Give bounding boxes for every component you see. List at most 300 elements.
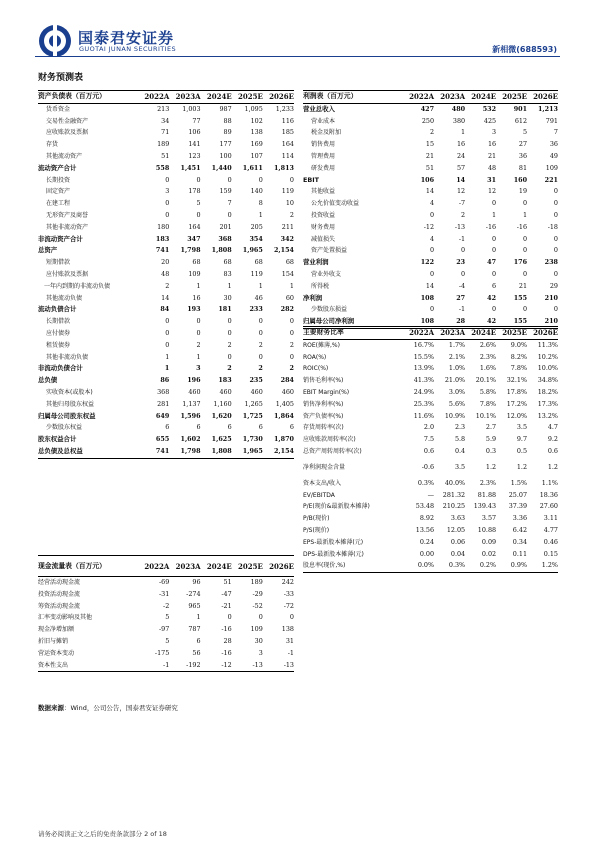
cell-value: -16 xyxy=(485,222,497,231)
cell-value: 169 xyxy=(250,140,263,149)
cell-value: 18.36 xyxy=(539,490,558,499)
cell-value: 7 xyxy=(553,128,558,137)
table-row xyxy=(38,577,294,589)
row-label: 公允价值变动收益 xyxy=(311,200,360,208)
cell-value: -1 xyxy=(163,660,170,669)
cell-value: 0 xyxy=(227,328,232,337)
cell-value: 119 xyxy=(281,187,294,196)
cell-value: 25.3% xyxy=(413,399,435,408)
cell-value: 0 xyxy=(429,210,435,219)
table-row xyxy=(303,151,558,163)
table-row xyxy=(38,434,294,446)
cell-value: 68 xyxy=(254,258,263,267)
cell-value: 0 xyxy=(196,317,201,326)
cell-value: 10.0% xyxy=(537,364,558,373)
cell-value: 0 xyxy=(258,328,263,337)
cell-value: 89 xyxy=(223,128,232,137)
cell-value: 6 xyxy=(289,423,294,432)
table-row xyxy=(38,387,294,399)
cell-value: 425 xyxy=(483,116,497,125)
cell-value: 30 xyxy=(254,636,263,645)
cell-value: 177 xyxy=(219,140,232,149)
row-label: EBIT xyxy=(303,175,319,184)
row-label: 总资产周转周转率(次) xyxy=(303,447,362,455)
row-label: 资本性支出 xyxy=(38,661,69,669)
row-label: 应付债券 xyxy=(46,329,71,337)
cell-value: 0.9% xyxy=(510,561,528,570)
row-label: 少数股东权益 xyxy=(46,424,83,432)
cell-value: -18 xyxy=(547,222,558,231)
cell-value: 2 xyxy=(227,364,232,373)
table-row xyxy=(303,513,558,525)
cell-value: 1,965 xyxy=(242,246,263,255)
row-label: DPS-最新股本摊薄(元) xyxy=(303,550,364,558)
table-row xyxy=(38,151,294,163)
table-row xyxy=(303,281,558,293)
cell-value: 21 xyxy=(425,151,435,160)
cell-value: 1.5% xyxy=(510,478,528,487)
cell-value: 107 xyxy=(250,151,263,160)
cell-value: 48 xyxy=(487,163,497,172)
cell-value: 1.2% xyxy=(541,561,558,570)
cell-value: 140 xyxy=(250,187,263,196)
cell-value: 160 xyxy=(513,175,528,184)
table-row xyxy=(303,257,558,269)
cell-value: 1.0% xyxy=(448,364,466,373)
row-label: 营业外收支 xyxy=(311,270,342,278)
cell-value: 741 xyxy=(155,246,170,255)
cell-value: 31 xyxy=(487,175,497,184)
table-row xyxy=(303,352,558,364)
row-label: 研发费用 xyxy=(311,164,336,172)
cell-value: 284 xyxy=(280,376,294,385)
cell-value: 1,730 xyxy=(242,435,263,444)
table-row xyxy=(303,116,558,128)
cell-value: 10.9% xyxy=(444,411,466,420)
cell-value: 1,137 xyxy=(182,399,201,408)
cell-value: 0 xyxy=(289,352,294,361)
cell-value: -4 xyxy=(458,281,466,290)
cell-value: 0 xyxy=(492,305,497,314)
table-row xyxy=(38,257,294,269)
table-row xyxy=(303,537,558,549)
cell-value: -33 xyxy=(283,589,294,598)
page-footer: 请务必阅读正文之后的免责条款部分 2 of 18 xyxy=(38,830,167,838)
cell-value: 0.11 xyxy=(512,549,528,558)
cell-value: 5.8% xyxy=(479,387,497,396)
cell-value: -47 xyxy=(221,589,232,598)
cell-value: 9.2 xyxy=(547,435,558,444)
cell-value: 460 xyxy=(281,387,294,396)
cell-value: 31 xyxy=(285,636,294,645)
cell-value: 3.5 xyxy=(516,423,528,432)
table-row xyxy=(303,446,558,458)
cell-value: 40.0% xyxy=(444,478,466,487)
cell-value: 3 xyxy=(258,648,263,657)
cell-value: 36 xyxy=(518,151,528,160)
cell-value: 6.42 xyxy=(512,525,528,534)
cell-value: 2.3% xyxy=(479,478,497,487)
row-label: 营业成本 xyxy=(311,117,336,125)
cell-value: 7.8% xyxy=(510,364,528,373)
cell-value: 189 xyxy=(157,140,170,149)
cell-value: 2 xyxy=(289,340,294,349)
table-row xyxy=(303,525,558,537)
row-label: 长期借款 xyxy=(46,318,71,326)
cell-value: 10 xyxy=(285,199,294,208)
cell-value: 0 xyxy=(461,269,466,278)
cell-value: 0 xyxy=(165,175,170,184)
cell-value: 1.1% xyxy=(541,478,558,487)
table-row xyxy=(38,316,294,328)
cell-value: 42 xyxy=(487,293,497,302)
cell-value: 987 xyxy=(219,104,232,113)
cell-value: 21.0% xyxy=(444,376,466,385)
table-row xyxy=(303,549,558,561)
cell-value: 53.48 xyxy=(415,502,435,511)
cell-value: 5 xyxy=(165,613,170,622)
cell-value: 21 xyxy=(518,281,528,290)
cell-value: 5.6% xyxy=(448,399,466,408)
cell-value: 0 xyxy=(196,175,201,184)
cell-value: 1.2 xyxy=(485,462,497,471)
cell-value: -16 xyxy=(221,648,232,657)
cell-value: 2 xyxy=(165,281,170,290)
table-row xyxy=(303,269,558,281)
table-row xyxy=(303,399,558,411)
balance-sheet-table xyxy=(38,90,294,459)
cell-value: 480 xyxy=(451,104,466,113)
cell-value: -175 xyxy=(154,648,170,657)
cell-value: 1,003 xyxy=(182,104,201,113)
cell-value: 6 xyxy=(196,423,201,432)
row-label: 其他流动资产 xyxy=(46,152,83,160)
cell-value: 13.2% xyxy=(537,411,558,420)
cell-value: 5 xyxy=(165,636,170,645)
cell-value: 2 xyxy=(196,340,201,349)
cell-value: 201 xyxy=(219,222,232,231)
row-label: 应收账款周转率(次) xyxy=(303,436,356,444)
row-label: 现金净增加额 xyxy=(38,626,75,634)
cell-value: 4.7 xyxy=(547,423,558,432)
cell-value: 3.0% xyxy=(448,387,466,396)
table-row xyxy=(303,411,558,423)
row-label: 流动负债合计 xyxy=(38,305,77,314)
cell-value: 210 xyxy=(544,317,558,326)
cell-value: 1,870 xyxy=(273,435,294,444)
year-header: 2023A xyxy=(175,92,201,101)
cell-value: 12.05 xyxy=(446,525,466,534)
cell-value: 5 xyxy=(522,128,528,137)
cell-value: -12 xyxy=(423,222,435,231)
cell-value: 180 xyxy=(157,222,170,231)
cell-value: 9.7 xyxy=(516,435,528,444)
cell-value: 178 xyxy=(188,187,201,196)
cell-value: 122 xyxy=(420,258,435,267)
table-row xyxy=(38,269,294,281)
cell-value: -31 xyxy=(158,589,170,598)
table-row xyxy=(38,660,294,672)
table-row xyxy=(303,490,558,502)
table-row xyxy=(38,375,294,387)
cell-value: 0.6 xyxy=(423,446,435,455)
cell-value: 0.2% xyxy=(479,561,497,570)
year-header: 2026E xyxy=(269,561,294,571)
table-row xyxy=(303,478,558,490)
cell-value: 109 xyxy=(545,163,558,172)
row-label: 其他收益 xyxy=(311,188,336,196)
row-label: 股息率(现价,%) xyxy=(303,562,346,570)
cell-value: 14 xyxy=(425,187,435,196)
table-row xyxy=(38,411,294,423)
cell-value: 25.07 xyxy=(508,490,528,499)
cell-value: 51 xyxy=(425,163,435,172)
cell-value: 0.3% xyxy=(417,478,435,487)
logo-text-en: GUOTAI JUNAN SECURITIES xyxy=(79,45,177,53)
data-source-text: ：Wind，公司公告，国泰君安证券研究 xyxy=(64,704,178,712)
row-label: 总负债 xyxy=(38,376,58,385)
cell-value: 0 xyxy=(258,613,263,622)
cell-value: -2 xyxy=(163,601,170,610)
table-row xyxy=(303,293,558,305)
cell-value: 164 xyxy=(281,140,294,149)
cell-value: 0 xyxy=(258,175,263,184)
row-label: P/E(现价&最新股本摊薄) xyxy=(303,503,370,511)
table-row xyxy=(303,175,558,187)
cell-value: 13.56 xyxy=(415,525,435,534)
row-label: 营业总收入 xyxy=(303,104,335,113)
cell-value: -52 xyxy=(252,601,263,610)
year-header: 2024E xyxy=(206,561,232,571)
cell-value: 3.5 xyxy=(454,462,466,471)
cell-value: 1,405 xyxy=(275,399,294,408)
table-row xyxy=(303,501,558,513)
cell-value: 242 xyxy=(281,578,294,586)
cell-value: 6 xyxy=(492,281,497,290)
table-row xyxy=(303,198,558,210)
cell-value: 12 xyxy=(487,187,497,196)
logo-icon xyxy=(38,24,72,58)
cell-value: 0 xyxy=(461,246,466,255)
cell-value: 213 xyxy=(157,104,170,113)
cell-value: 0.6 xyxy=(547,446,558,455)
cell-value: 20 xyxy=(161,258,170,267)
section-title: 财务预测表 xyxy=(38,73,84,83)
cell-value: 88 xyxy=(223,116,232,125)
cell-value: 15 xyxy=(425,140,435,149)
cell-value: 238 xyxy=(544,258,558,267)
year-header: 2025E xyxy=(237,92,263,101)
cell-value: 233 xyxy=(249,305,263,314)
income-statement-table xyxy=(303,90,558,329)
year-header: 2022A xyxy=(409,328,435,337)
table-row xyxy=(303,304,558,316)
row-label: 总负债及总权益 xyxy=(38,446,83,455)
table-row xyxy=(303,139,558,151)
cell-value: 2.3% xyxy=(479,352,497,361)
cell-value: 81.88 xyxy=(477,490,497,499)
cell-value: 56 xyxy=(192,648,201,657)
cell-value: 185 xyxy=(281,128,294,137)
cell-value: 0 xyxy=(492,234,497,243)
cash-flow-table xyxy=(38,555,294,672)
row-label: 归属母公司净利润 xyxy=(303,317,355,326)
cell-value: -274 xyxy=(186,589,201,598)
cell-value: 1,440 xyxy=(211,163,232,172)
cell-value: 1,160 xyxy=(213,399,232,408)
cell-value: 1,265 xyxy=(244,399,263,408)
key-ratios-table xyxy=(303,326,558,573)
row-label: 存货周转率(次) xyxy=(303,424,344,432)
cell-value: 32.1% xyxy=(506,376,528,385)
year-header: 2023A xyxy=(440,92,466,101)
row-label: 营业利润 xyxy=(303,258,329,267)
cell-value: 189 xyxy=(250,578,263,586)
cell-value: 23 xyxy=(456,258,466,267)
cell-value: 0 xyxy=(289,613,294,622)
cell-value: -69 xyxy=(158,578,170,586)
cell-value: 0 xyxy=(553,199,558,208)
row-label: 其他流动负债 xyxy=(46,294,83,302)
cell-value: -1 xyxy=(458,234,466,243)
cell-value: 1,451 xyxy=(180,163,201,172)
row-label: 资本支出/收入 xyxy=(303,479,342,487)
cell-value: 2 xyxy=(289,210,294,219)
cell-value: 10.2% xyxy=(537,352,558,361)
cell-value: 2.0 xyxy=(423,423,435,432)
table-row xyxy=(303,458,558,478)
row-label: 交易性金融资产 xyxy=(46,117,89,125)
cell-value: 3 xyxy=(492,128,497,137)
cell-value: 108 xyxy=(420,317,435,326)
cell-value: 42 xyxy=(487,317,497,326)
table-row xyxy=(303,163,558,175)
cell-value: 0.06 xyxy=(450,537,466,546)
row-label: 汇率变动影响及其他 xyxy=(38,614,93,622)
cell-value: 281.32 xyxy=(442,490,466,499)
cell-value: 0.09 xyxy=(481,537,497,546)
cell-value: -192 xyxy=(186,660,201,669)
row-label: 管理费用 xyxy=(311,152,336,160)
table-row xyxy=(38,589,294,601)
row-label: 投资收益 xyxy=(311,211,336,219)
cell-value: 0.15 xyxy=(543,549,558,558)
cell-value: 9.0% xyxy=(510,340,528,349)
cell-value: 282 xyxy=(280,305,294,314)
cell-value: 0 xyxy=(522,246,528,255)
table-row xyxy=(38,116,294,128)
cell-value: 1 xyxy=(492,210,497,219)
row-label: 一年内到期的非流动负债 xyxy=(44,282,111,290)
year-header: 2023A xyxy=(175,561,201,571)
cell-value: 211 xyxy=(281,222,294,231)
cell-value: 41.3% xyxy=(413,376,435,385)
cell-value: 141 xyxy=(188,140,201,149)
cell-value: 2 xyxy=(429,128,435,137)
cell-value: 86 xyxy=(160,376,170,385)
cell-value: -16 xyxy=(516,222,528,231)
cell-value: 354 xyxy=(249,234,263,243)
cell-value: 7.5 xyxy=(423,435,435,444)
cell-value: 1.7% xyxy=(448,340,466,349)
cell-value: 106 xyxy=(420,175,435,184)
cell-value: 1.6% xyxy=(479,364,497,373)
cell-value: 0 xyxy=(553,305,558,314)
cell-value: 27 xyxy=(456,293,466,302)
table-row xyxy=(38,363,294,375)
cell-value: 0 xyxy=(165,340,170,349)
cell-value: 6 xyxy=(258,423,263,432)
year-header: 2024E xyxy=(471,328,497,337)
table-row xyxy=(303,186,558,198)
row-label: 归属母公司股东权益 xyxy=(38,411,96,420)
cell-value: -13 xyxy=(252,660,263,669)
cell-value: 0.24 xyxy=(419,537,435,546)
cell-value: 68 xyxy=(285,258,294,267)
cell-value: 0 xyxy=(165,328,170,337)
table-row xyxy=(303,375,558,387)
cell-value: 155 xyxy=(513,293,528,302)
cell-value: 1.2 xyxy=(547,462,558,471)
table-row xyxy=(38,186,294,198)
cell-value: 116 xyxy=(281,116,294,125)
cell-value: 741 xyxy=(155,446,170,455)
cell-value: 3 xyxy=(165,187,170,196)
row-label: ROE(摊薄,%) xyxy=(303,341,340,349)
table-row xyxy=(38,636,294,648)
cell-value: 460 xyxy=(219,387,232,396)
cell-value: 3.36 xyxy=(512,514,528,523)
cell-value: 0 xyxy=(289,317,294,326)
table-row xyxy=(38,601,294,613)
row-label: 所得税 xyxy=(311,282,330,290)
cell-value: 0 xyxy=(227,352,232,361)
cell-value: 24.9% xyxy=(413,387,435,396)
table-title: 利润表（百万元） xyxy=(303,92,358,100)
table-row xyxy=(38,328,294,340)
table-row xyxy=(38,139,294,151)
cell-value: 1 xyxy=(196,613,201,622)
row-label: 总资产 xyxy=(38,246,58,255)
cell-value: 12 xyxy=(456,187,466,196)
year-header: 2023A xyxy=(440,328,466,337)
row-label: 销售毛利率(%) xyxy=(303,377,344,385)
cell-value: 250 xyxy=(421,116,435,125)
cell-value: 460 xyxy=(250,387,263,396)
data-source-label: 数据来源 xyxy=(38,704,64,712)
cell-value: 1 xyxy=(258,210,263,219)
cell-value: 10.88 xyxy=(477,525,497,534)
cell-value: 8 xyxy=(258,199,263,208)
cell-value: -16 xyxy=(221,625,232,634)
cell-value: 0 xyxy=(258,352,263,361)
cell-value: 1,864 xyxy=(273,411,294,420)
cell-value: 1,808 xyxy=(211,246,232,255)
cell-value: 8.2% xyxy=(510,352,528,361)
table-row xyxy=(303,363,558,375)
row-label: EV/EBITDA xyxy=(303,491,335,499)
table-row xyxy=(38,245,294,257)
cell-value: 649 xyxy=(155,411,170,420)
cell-value: 0 xyxy=(553,234,558,243)
cell-value: 20.1% xyxy=(475,376,497,385)
cell-value: 0 xyxy=(553,246,558,255)
table-row xyxy=(38,127,294,139)
cell-value: 109 xyxy=(250,625,263,634)
table-row xyxy=(38,222,294,234)
cell-value: 612 xyxy=(514,116,528,125)
table-row xyxy=(38,210,294,222)
